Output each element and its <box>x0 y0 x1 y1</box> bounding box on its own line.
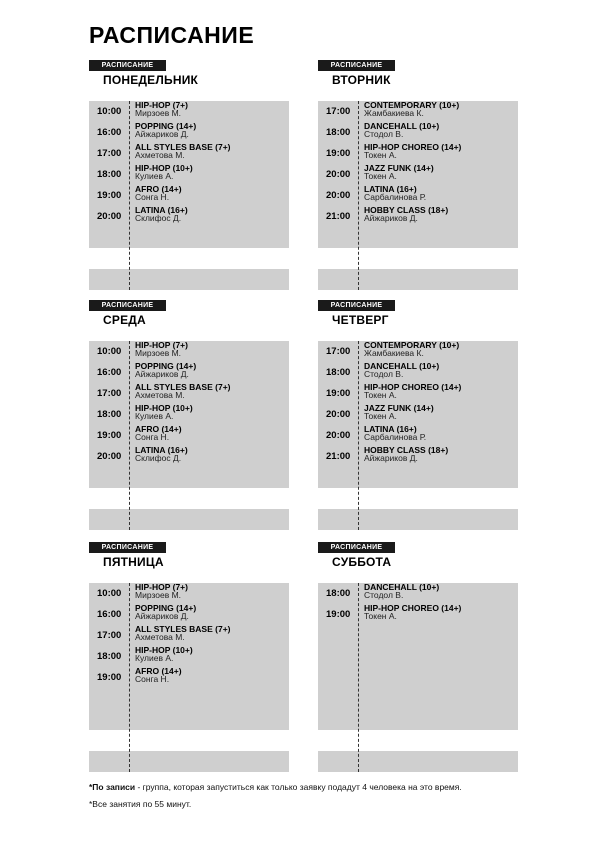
schedule-row <box>89 425 289 446</box>
day-block-saturday <box>318 542 518 774</box>
day-block-friday <box>89 542 289 774</box>
schedule-row <box>318 404 518 425</box>
day-block-wednesday <box>89 300 289 532</box>
class-time: 20:00 <box>326 409 351 420</box>
class-time: 19:00 <box>326 148 351 159</box>
class-teacher: Токен А. <box>364 150 397 160</box>
class-time: 18:00 <box>326 588 351 599</box>
class-name: AFRO (14+) <box>135 184 182 194</box>
time-divider-line <box>129 583 130 772</box>
schedule-row <box>89 383 289 404</box>
footnote-registration <box>89 782 462 792</box>
schedule-row <box>89 688 289 709</box>
schedule-row <box>318 248 518 269</box>
class-name: POPPING (14+) <box>135 121 197 131</box>
schedule-row <box>318 446 518 467</box>
day-schedule <box>318 101 518 290</box>
day-name: ПОНЕДЕЛЬНИК <box>103 73 199 87</box>
day-schedule <box>89 341 289 530</box>
class-teacher: Кулиев А. <box>135 653 174 663</box>
schedule-row <box>89 248 289 269</box>
class-name: HIP-HOP (7+) <box>135 340 188 350</box>
schedule-row <box>89 646 289 667</box>
schedule-row <box>318 341 518 362</box>
class-teacher: Токен А. <box>364 171 397 181</box>
class-time: 20:00 <box>326 190 351 201</box>
class-teacher: Айжариков Д. <box>135 369 189 379</box>
class-name: AFRO (14+) <box>135 424 182 434</box>
class-time: 18:00 <box>97 169 122 180</box>
class-time: 17:00 <box>97 388 122 399</box>
class-time: 21:00 <box>326 451 351 462</box>
schedule-row <box>318 185 518 206</box>
class-teacher: Сонга Н. <box>135 432 170 442</box>
day-name: ВТОРНИК <box>332 73 391 87</box>
schedule-row <box>318 362 518 383</box>
class-teacher: Ахметова М. <box>135 390 185 400</box>
schedule-row <box>89 467 289 488</box>
day-tag: РАСПИСАНИЕ <box>89 300 166 311</box>
class-name: ALL STYLES BASE (7+) <box>135 624 231 634</box>
class-teacher: Айжариков Д. <box>364 213 418 223</box>
schedule-row <box>89 709 289 730</box>
day-block-monday <box>89 60 289 292</box>
class-time: 19:00 <box>326 609 351 620</box>
schedule-row <box>89 509 289 530</box>
schedule-row <box>318 509 518 530</box>
schedule-row <box>318 646 518 667</box>
class-time: 18:00 <box>97 409 122 420</box>
class-name: DANCEHALL (10+) <box>364 582 440 592</box>
day-block-thursday <box>318 300 518 532</box>
class-teacher: Сонга Н. <box>135 674 170 684</box>
class-teacher: Жамбакиева К. <box>364 108 424 118</box>
class-name: HIP-HOP (7+) <box>135 582 188 592</box>
schedule-row <box>318 488 518 509</box>
class-teacher: Айжариков Д. <box>364 453 418 463</box>
schedule-row <box>89 583 289 604</box>
day-name: СУББОТА <box>332 555 392 569</box>
class-teacher: Склифос Д. <box>135 453 182 463</box>
class-teacher: Мирзоев М. <box>135 108 182 118</box>
class-teacher: Сонга Н. <box>135 192 170 202</box>
class-time: 10:00 <box>97 588 122 599</box>
class-name: HOBBY CLASS (18+) <box>364 445 449 455</box>
day-schedule <box>318 341 518 530</box>
time-divider-line <box>129 341 130 530</box>
schedule-row <box>89 404 289 425</box>
schedule-row <box>89 122 289 143</box>
day-tag: РАСПИСАНИЕ <box>318 60 395 71</box>
class-teacher: Мирзоев М. <box>135 590 182 600</box>
schedule-row <box>89 488 289 509</box>
class-time: 16:00 <box>97 127 122 138</box>
schedule-row <box>89 206 289 227</box>
schedule-row <box>89 101 289 122</box>
schedule-row <box>89 341 289 362</box>
class-name: HIP-HOP CHOREO (14+) <box>364 142 462 152</box>
day-name: СРЕДА <box>103 313 146 327</box>
class-name: HIP-HOP CHOREO (14+) <box>364 382 462 392</box>
schedule-row <box>89 227 289 248</box>
day-tag: РАСПИСАНИЕ <box>89 60 166 71</box>
class-time: 17:00 <box>97 630 122 641</box>
day-tag: РАСПИСАНИЕ <box>318 300 395 311</box>
class-time: 20:00 <box>326 169 351 180</box>
class-teacher: Токен А. <box>364 611 397 621</box>
class-name: ALL STYLES BASE (7+) <box>135 142 231 152</box>
day-name: ПЯТНИЦА <box>103 555 164 569</box>
class-time: 19:00 <box>97 430 122 441</box>
class-name: HIP-HOP (10+) <box>135 163 193 173</box>
schedule-row <box>89 269 289 290</box>
schedule-row <box>318 730 518 751</box>
schedule-row <box>89 185 289 206</box>
schedule-row <box>318 101 518 122</box>
class-name: HOBBY CLASS (18+) <box>364 205 449 215</box>
day-tag: РАСПИСАНИЕ <box>89 542 166 553</box>
day-schedule <box>89 583 289 772</box>
class-time: 17:00 <box>326 106 351 117</box>
footnote-registration-label: *По записи <box>89 782 136 792</box>
schedule-row <box>89 730 289 751</box>
schedule-row <box>318 583 518 604</box>
schedule-row <box>318 467 518 488</box>
class-name: POPPING (14+) <box>135 603 197 613</box>
class-time: 18:00 <box>326 367 351 378</box>
class-name: HIP-HOP CHOREO (14+) <box>364 603 462 613</box>
class-name: JAZZ FUNK (14+) <box>364 163 434 173</box>
schedule-row <box>318 206 518 227</box>
class-name: DANCEHALL (10+) <box>364 361 440 371</box>
class-teacher: Ахметова М. <box>135 150 185 160</box>
schedule-row <box>318 688 518 709</box>
class-name: LATINA (16+) <box>135 205 188 215</box>
day-schedule <box>318 583 518 772</box>
day-schedule <box>89 101 289 290</box>
class-teacher: Токен А. <box>364 411 397 421</box>
class-time: 19:00 <box>326 388 351 399</box>
class-name: HIP-HOP (7+) <box>135 100 188 110</box>
schedule-row <box>318 667 518 688</box>
footnote-registration-text: - группа, которая запуститься как только заявку подадут 4 человека на это время. <box>135 782 462 792</box>
schedule-row <box>89 143 289 164</box>
schedule-row <box>89 667 289 688</box>
class-name: LATINA (16+) <box>364 424 417 434</box>
class-teacher: Кулиев А. <box>135 411 174 421</box>
class-time: 20:00 <box>326 430 351 441</box>
class-name: DANCEHALL (10+) <box>364 121 440 131</box>
class-name: LATINA (16+) <box>135 445 188 455</box>
schedule-row <box>318 751 518 772</box>
class-name: JAZZ FUNK (14+) <box>364 403 434 413</box>
class-teacher: Мирзоев М. <box>135 348 182 358</box>
schedule-row <box>318 227 518 248</box>
schedule-row <box>318 143 518 164</box>
schedule-row <box>318 383 518 404</box>
schedule-row <box>318 425 518 446</box>
class-teacher: Айжариков Д. <box>135 611 189 621</box>
day-tag: РАСПИСАНИЕ <box>318 542 395 553</box>
time-divider-line <box>358 101 359 290</box>
class-time: 16:00 <box>97 609 122 620</box>
schedule-row <box>89 625 289 646</box>
class-name: HIP-HOP (10+) <box>135 403 193 413</box>
schedule-row <box>89 604 289 625</box>
page-title: РАСПИСАНИЕ <box>89 22 255 48</box>
class-teacher: Стодол В. <box>364 369 404 379</box>
schedule-row <box>318 625 518 646</box>
schedule-row <box>89 751 289 772</box>
class-time: 20:00 <box>97 451 122 462</box>
class-time: 19:00 <box>97 190 122 201</box>
class-time: 10:00 <box>97 106 122 117</box>
schedule-row <box>318 709 518 730</box>
class-time: 18:00 <box>326 127 351 138</box>
class-time: 10:00 <box>97 346 122 357</box>
schedule-row <box>89 446 289 467</box>
class-time: 19:00 <box>97 672 122 683</box>
class-time: 17:00 <box>326 346 351 357</box>
schedule-row <box>318 269 518 290</box>
time-divider-line <box>358 341 359 530</box>
class-teacher: Токен А. <box>364 390 397 400</box>
class-teacher: Кулиев А. <box>135 171 174 181</box>
class-time: 20:00 <box>97 211 122 222</box>
class-name: POPPING (14+) <box>135 361 197 371</box>
schedule-row <box>318 164 518 185</box>
class-teacher: Ахметова М. <box>135 632 185 642</box>
class-time: 16:00 <box>97 367 122 378</box>
schedule-row <box>89 362 289 383</box>
day-name: ЧЕТВЕРГ <box>332 313 389 327</box>
class-name: CONTEMPORARY (10+) <box>364 340 460 350</box>
class-name: LATINA (16+) <box>364 184 417 194</box>
class-teacher: Сарбалинова Р. <box>364 192 427 202</box>
class-teacher: Айжариков Д. <box>135 129 189 139</box>
footnote-duration: *Все занятия по 55 минут. <box>89 799 192 809</box>
class-teacher: Склифос Д. <box>135 213 182 223</box>
class-teacher: Стодол В. <box>364 129 404 139</box>
time-divider-line <box>358 583 359 772</box>
schedule-row <box>89 164 289 185</box>
class-teacher: Сарбалинова Р. <box>364 432 427 442</box>
schedule-row <box>318 604 518 625</box>
class-teacher: Стодол В. <box>364 590 404 600</box>
class-time: 17:00 <box>97 148 122 159</box>
class-name: HIP-HOP (10+) <box>135 645 193 655</box>
class-teacher: Жамбакиева К. <box>364 348 424 358</box>
class-name: AFRO (14+) <box>135 666 182 676</box>
class-time: 18:00 <box>97 651 122 662</box>
time-divider-line <box>129 101 130 290</box>
day-block-tuesday <box>318 60 518 292</box>
class-name: CONTEMPORARY (10+) <box>364 100 460 110</box>
class-name: ALL STYLES BASE (7+) <box>135 382 231 392</box>
schedule-row <box>318 122 518 143</box>
class-time: 21:00 <box>326 211 351 222</box>
